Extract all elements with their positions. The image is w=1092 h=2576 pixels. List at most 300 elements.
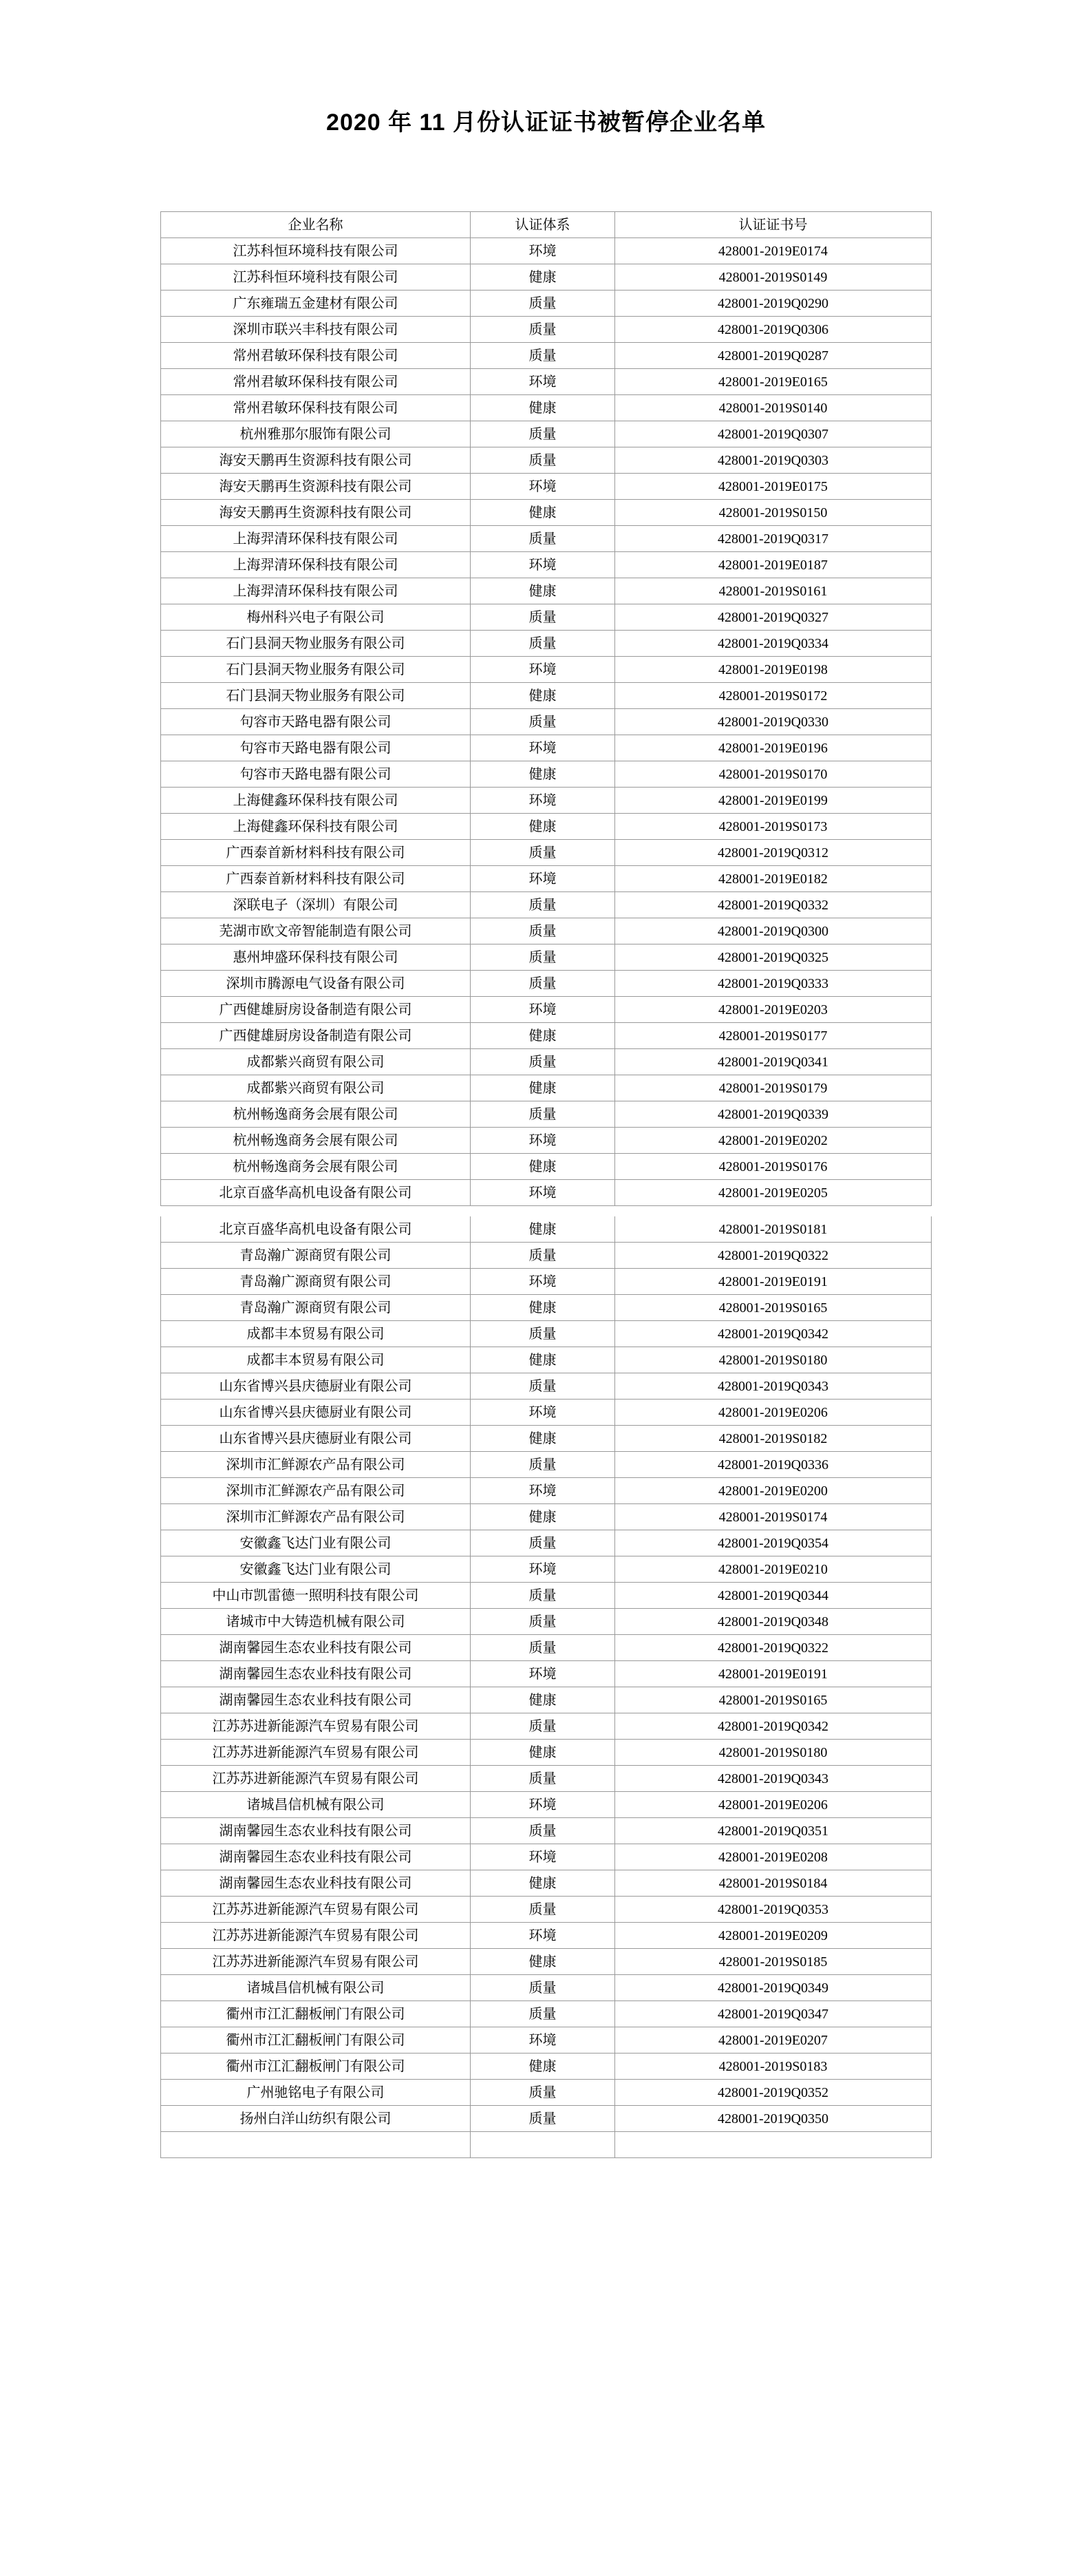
table-row xyxy=(161,1049,932,1075)
cell-certification-system: 质量 xyxy=(471,971,615,997)
cell-certification-system: 健康 xyxy=(471,500,615,526)
cell-certification-system: 质量 xyxy=(471,1975,615,2001)
cell-certificate-number: 428001-2019Q0347 xyxy=(615,2001,932,2027)
cell-company-name: 深圳市腾源电气设备有限公司 xyxy=(161,971,471,997)
cell-certification-system: 健康 xyxy=(471,395,615,421)
cell-certificate-number: 428001-2019S0179 xyxy=(615,1075,932,1101)
cell-certificate-number: 428001-2019S0165 xyxy=(615,1295,932,1321)
cell-certification-system: 环境 xyxy=(471,1556,615,1583)
cell-certification-system: 质量 xyxy=(471,2001,615,2027)
cell-company-name: 杭州畅逸商务会展有限公司 xyxy=(161,1154,471,1180)
cell-certification-system: 质量 xyxy=(471,944,615,971)
cell-company-name: 湖南馨园生态农业科技有限公司 xyxy=(161,1661,471,1687)
table-row xyxy=(161,1609,932,1635)
table-row xyxy=(161,1818,932,1844)
cell-certification-system: 环境 xyxy=(471,657,615,683)
cell-company-name: 扬州白洋山纺织有限公司 xyxy=(161,2106,471,2132)
cell-certificate-number: 428001-2019Q0343 xyxy=(615,1766,932,1792)
cell-certification-system: 质量 xyxy=(471,1583,615,1609)
cell-certification-system: 健康 xyxy=(471,264,615,291)
cell-certificate-number: 428001-2019Q0322 xyxy=(615,1635,932,1661)
cell-certification-system: 环境 xyxy=(471,788,615,814)
cell-certification-system: 质量 xyxy=(471,1635,615,1661)
cell-certificate-number: 428001-2019Q0344 xyxy=(615,1583,932,1609)
cell-certification-system: 质量 xyxy=(471,1713,615,1740)
cell-certificate-number: 428001-2019E0165 xyxy=(615,369,932,395)
table-row xyxy=(161,1766,932,1792)
cell-company-name: 深圳市汇鲜源农产品有限公司 xyxy=(161,1452,471,1478)
cell-company-name: 衢州市江汇翻板闸门有限公司 xyxy=(161,2027,471,2054)
cell-certification-system: 质量 xyxy=(471,317,615,343)
cell-company-name: 广东雍瑞五金建材有限公司 xyxy=(161,291,471,317)
table-row xyxy=(161,1897,932,1923)
cell-certification-system: 健康 xyxy=(471,1347,615,1373)
cell-company-name: 诸城昌信机械有限公司 xyxy=(161,1792,471,1818)
table-row xyxy=(161,1101,932,1128)
cell-company-name: 深联电子（深圳）有限公司 xyxy=(161,892,471,918)
cell-company-name: 青岛瀚广源商贸有限公司 xyxy=(161,1243,471,1269)
cell-certification-system: 环境 xyxy=(471,1180,615,1206)
cell-certification-system: 环境 xyxy=(471,474,615,500)
cell-certificate-number: 428001-2019E0198 xyxy=(615,657,932,683)
cell-certification-system: 健康 xyxy=(471,1295,615,1321)
table-row xyxy=(161,1128,932,1154)
cell-certification-system: 环境 xyxy=(471,866,615,892)
cell-company-name: 海安天鹏再生资源科技有限公司 xyxy=(161,474,471,500)
cell-company-name: 青岛瀚广源商贸有限公司 xyxy=(161,1295,471,1321)
cell-certification-system: 健康 xyxy=(471,1504,615,1530)
table-row xyxy=(161,2027,932,2054)
cell-company-name: 北京百盛华高机电设备有限公司 xyxy=(161,1180,471,1206)
cell-certificate-number: 428001-2019Q0352 xyxy=(615,2080,932,2106)
table-row xyxy=(161,2054,932,2080)
cell-certificate-number: 428001-2019S0174 xyxy=(615,1504,932,1530)
cell-certificate-number: 428001-2019Q0307 xyxy=(615,421,932,447)
cell-certificate-number: 428001-2019E0203 xyxy=(615,997,932,1023)
cell-certificate-number: 428001-2019Q0327 xyxy=(615,604,932,631)
table-row xyxy=(161,997,932,1023)
cell-company-name: 湖南馨园生态农业科技有限公司 xyxy=(161,1844,471,1870)
table-row xyxy=(161,971,932,997)
column-header-certificate-number: 认证证书号 xyxy=(615,212,932,238)
table-row xyxy=(161,447,932,474)
cell-company-name: 江苏科恒环境科技有限公司 xyxy=(161,264,471,291)
cell-company-name: 广西健雄厨房设备制造有限公司 xyxy=(161,997,471,1023)
cell-certification-system: 质量 xyxy=(471,840,615,866)
table-row xyxy=(161,1023,932,1049)
cell-certificate-number: 428001-2019E0207 xyxy=(615,2027,932,2054)
cell-certificate-number: 428001-2019E0206 xyxy=(615,1400,932,1426)
cell-certification-system: 环境 xyxy=(471,1661,615,1687)
table-row xyxy=(161,1504,932,1530)
table-row xyxy=(161,421,932,447)
table-row xyxy=(161,474,932,500)
cell-certification-system: 质量 xyxy=(471,1818,615,1844)
cell-company-name: 上海羿清环保科技有限公司 xyxy=(161,578,471,604)
page-title: 2020 年 11 月份认证证书被暂停企业名单 xyxy=(326,109,766,136)
cell-certificate-number: 428001-2019S0149 xyxy=(615,264,932,291)
cell-company-name: 上海羿清环保科技有限公司 xyxy=(161,552,471,578)
cell-certificate-number: 428001-2019Q0312 xyxy=(615,840,932,866)
cell-certification-system: 健康 xyxy=(471,1023,615,1049)
cell-company-name: 江苏苏进新能源汽车贸易有限公司 xyxy=(161,1949,471,1975)
cell-company-name: 衢州市江汇翻板闸门有限公司 xyxy=(161,2001,471,2027)
cell-certificate-number: 428001-2019E0174 xyxy=(615,238,932,264)
cell-certificate-number: 428001-2019S0170 xyxy=(615,761,932,788)
cell-certificate-number: 428001-2019S0180 xyxy=(615,1347,932,1373)
table-row xyxy=(161,1243,932,1269)
cell-certificate-number: 428001-2019S0165 xyxy=(615,1687,932,1713)
cell-certificate-number: 428001-2019Q0306 xyxy=(615,317,932,343)
cell-company-name: 山东省博兴县庆德厨业有限公司 xyxy=(161,1400,471,1426)
cell-company-name: 广州驰铭电子有限公司 xyxy=(161,2080,471,2106)
spacer-cell xyxy=(615,1206,932,1216)
table-row xyxy=(161,1740,932,1766)
cell-certification-system: 质量 xyxy=(471,2080,615,2106)
cell-company-name: 芜湖市欧文帝智能制造有限公司 xyxy=(161,918,471,944)
cell-certificate-number: 428001-2019E0175 xyxy=(615,474,932,500)
cell-company-name: 上海健鑫环保科技有限公司 xyxy=(161,788,471,814)
cell-certification-system: 健康 xyxy=(471,578,615,604)
table-row xyxy=(161,631,932,657)
cell-company-name: 常州君敏环保科技有限公司 xyxy=(161,395,471,421)
cell-certificate-number: 428001-2019S0172 xyxy=(615,683,932,709)
cell-company-name: 石门县洞天物业服务有限公司 xyxy=(161,631,471,657)
cell-company-name: 惠州坤盛环保科技有限公司 xyxy=(161,944,471,971)
cell-certificate-number: 428001-2019E0191 xyxy=(615,1661,932,1687)
cell-certificate-number: 428001-2019E0191 xyxy=(615,1269,932,1295)
cell-company-name: 上海羿清环保科技有限公司 xyxy=(161,526,471,552)
cell-company-name: 句容市天路电器有限公司 xyxy=(161,761,471,788)
cell-company-name: 常州君敏环保科技有限公司 xyxy=(161,369,471,395)
table-row xyxy=(161,238,932,264)
cell-company-name: 青岛瀚广源商贸有限公司 xyxy=(161,1269,471,1295)
cell-company-name: 江苏苏进新能源汽车贸易有限公司 xyxy=(161,1897,471,1923)
cell-certification-system: 质量 xyxy=(471,918,615,944)
cell-company-name: 安徽鑫飞达门业有限公司 xyxy=(161,1530,471,1556)
cell-certification-system: 健康 xyxy=(471,1426,615,1452)
cell-certificate-number: 428001-2019E0196 xyxy=(615,735,932,761)
cell-company-name: 深圳市汇鲜源农产品有限公司 xyxy=(161,1478,471,1504)
cell-certification-system: 健康 xyxy=(471,683,615,709)
cell-certificate-number: 428001-2019E0200 xyxy=(615,1478,932,1504)
table-row xyxy=(161,604,932,631)
cell-certificate-number: 428001-2019S0185 xyxy=(615,1949,932,1975)
table-row xyxy=(161,1844,932,1870)
cell-certificate-number: 428001-2019S0176 xyxy=(615,1154,932,1180)
table-row xyxy=(161,317,932,343)
cell-certification-system: 环境 xyxy=(471,369,615,395)
cell-certificate-number: 428001-2019E0199 xyxy=(615,788,932,814)
cell-company-name: 湖南馨园生态农业科技有限公司 xyxy=(161,1870,471,1897)
table-row xyxy=(161,1975,932,2001)
cell-certificate-number: 428001-2019Q0336 xyxy=(615,1452,932,1478)
cell-certification-system: 环境 xyxy=(471,238,615,264)
table-row xyxy=(161,1949,932,1975)
cell-company-name: 江苏苏进新能源汽车贸易有限公司 xyxy=(161,1740,471,1766)
cell-certificate-number: 428001-2019Q0351 xyxy=(615,1818,932,1844)
spacer-cell xyxy=(161,1206,471,1216)
cell-certificate-number: 428001-2019Q0300 xyxy=(615,918,932,944)
cell-company-name: 广西健雄厨房设备制造有限公司 xyxy=(161,1023,471,1049)
cell-company-name: 句容市天路电器有限公司 xyxy=(161,709,471,735)
table-row xyxy=(161,892,932,918)
cell-certification-system: 环境 xyxy=(471,735,615,761)
cell-company-name: 海安天鹏再生资源科技有限公司 xyxy=(161,447,471,474)
cell-certificate-number: 428001-2019S0150 xyxy=(615,500,932,526)
table-row xyxy=(161,709,932,735)
cell-company-name: 湖南馨园生态农业科技有限公司 xyxy=(161,1687,471,1713)
table-row xyxy=(161,735,932,761)
cell-company-name: 江苏苏进新能源汽车贸易有限公司 xyxy=(161,1766,471,1792)
cell-certificate-number: 428001-2019S0182 xyxy=(615,1426,932,1452)
cell-certification-system: 环境 xyxy=(471,1478,615,1504)
cell-certification-system: 环境 xyxy=(471,1923,615,1949)
table-row xyxy=(161,866,932,892)
cell-certificate-number: 428001-2019S0140 xyxy=(615,395,932,421)
cell-certificate-number: 428001-2019Q0342 xyxy=(615,1321,932,1347)
cell-certification-system: 环境 xyxy=(471,2027,615,2054)
cell-certificate-number: 428001-2019Q0342 xyxy=(615,1713,932,1740)
table-row xyxy=(161,788,932,814)
cell-certificate-number: 428001-2019E0208 xyxy=(615,1844,932,1870)
cell-company-name: 常州君敏环保科技有限公司 xyxy=(161,343,471,369)
cell-certification-system: 质量 xyxy=(471,421,615,447)
table-row xyxy=(161,1583,932,1609)
table-row xyxy=(161,2132,932,2158)
table-row xyxy=(161,1295,932,1321)
cell-certification-system: 健康 xyxy=(471,1154,615,1180)
cell-certification-system: 健康 xyxy=(471,1870,615,1897)
cell-company-name: 成都紫兴商贸有限公司 xyxy=(161,1049,471,1075)
cell-certification-system: 质量 xyxy=(471,1766,615,1792)
table-row xyxy=(161,1792,932,1818)
cell-certificate-number: 428001-2019Q0348 xyxy=(615,1609,932,1635)
cell-certificate-number: 428001-2019Q0317 xyxy=(615,526,932,552)
cell-certificate-number: 428001-2019S0173 xyxy=(615,814,932,840)
cell-company-name xyxy=(161,2132,471,2158)
cell-certification-system: 质量 xyxy=(471,343,615,369)
cell-company-name: 杭州雅那尔服饰有限公司 xyxy=(161,421,471,447)
cell-certification-system: 环境 xyxy=(471,1400,615,1426)
table-row xyxy=(161,500,932,526)
table-row xyxy=(161,2106,932,2132)
cell-company-name: 中山市凯雷德一照明科技有限公司 xyxy=(161,1583,471,1609)
cell-certificate-number: 428001-2019E0209 xyxy=(615,1923,932,1949)
cell-certification-system: 健康 xyxy=(471,1687,615,1713)
cell-certificate-number: 428001-2019S0180 xyxy=(615,1740,932,1766)
cell-company-name: 衢州市江汇翻板闸门有限公司 xyxy=(161,2054,471,2080)
cell-company-name: 广西泰首新材料科技有限公司 xyxy=(161,840,471,866)
cell-certification-system: 质量 xyxy=(471,1243,615,1269)
cell-certification-system: 质量 xyxy=(471,2106,615,2132)
cell-certificate-number: 428001-2019E0187 xyxy=(615,552,932,578)
table-row xyxy=(161,1154,932,1180)
table-row xyxy=(161,1075,932,1101)
cell-company-name: 深圳市联兴丰科技有限公司 xyxy=(161,317,471,343)
table-row xyxy=(161,1400,932,1426)
cell-company-name: 湖南馨园生态农业科技有限公司 xyxy=(161,1635,471,1661)
table-header-row xyxy=(161,212,932,238)
table-row xyxy=(161,1452,932,1478)
cell-company-name: 湖南馨园生态农业科技有限公司 xyxy=(161,1818,471,1844)
table-row xyxy=(161,918,932,944)
cell-company-name: 江苏苏进新能源汽车贸易有限公司 xyxy=(161,1713,471,1740)
cell-certificate-number: 428001-2019E0202 xyxy=(615,1128,932,1154)
cell-certificate-number: 428001-2019S0181 xyxy=(615,1216,932,1243)
table-row xyxy=(161,1661,932,1687)
cell-company-name: 杭州畅逸商务会展有限公司 xyxy=(161,1101,471,1128)
cell-company-name: 石门县洞天物业服务有限公司 xyxy=(161,657,471,683)
table-row xyxy=(161,1713,932,1740)
cell-company-name: 成都丰本贸易有限公司 xyxy=(161,1321,471,1347)
cell-certificate-number: 428001-2019Q0339 xyxy=(615,1101,932,1128)
cell-company-name: 海安天鹏再生资源科技有限公司 xyxy=(161,500,471,526)
table-row xyxy=(161,1216,932,1243)
table-row xyxy=(161,2080,932,2106)
cell-company-name: 江苏科恒环境科技有限公司 xyxy=(161,238,471,264)
column-header-certification-system: 认证体系 xyxy=(471,212,615,238)
cell-company-name: 上海健鑫环保科技有限公司 xyxy=(161,814,471,840)
table-row xyxy=(161,1347,932,1373)
cell-certificate-number: 428001-2019Q0322 xyxy=(615,1243,932,1269)
cell-certification-system: 质量 xyxy=(471,447,615,474)
cell-certificate-number xyxy=(615,2132,932,2158)
cell-company-name: 石门县洞天物业服务有限公司 xyxy=(161,683,471,709)
table-row xyxy=(161,1478,932,1504)
table-row xyxy=(161,814,932,840)
cell-company-name: 成都丰本贸易有限公司 xyxy=(161,1347,471,1373)
spacer-cell xyxy=(471,1206,615,1216)
cell-certification-system: 健康 xyxy=(471,761,615,788)
cell-certification-system: 质量 xyxy=(471,291,615,317)
cell-certification-system: 质量 xyxy=(471,1897,615,1923)
cell-certification-system: 健康 xyxy=(471,814,615,840)
cell-company-name: 江苏苏进新能源汽车贸易有限公司 xyxy=(161,1923,471,1949)
cell-certificate-number: 428001-2019Q0350 xyxy=(615,2106,932,2132)
table-body xyxy=(161,238,932,2158)
table-row xyxy=(161,761,932,788)
cell-certificate-number: 428001-2019Q0343 xyxy=(615,1373,932,1400)
cell-certificate-number: 428001-2019E0206 xyxy=(615,1792,932,1818)
cell-certificate-number: 428001-2019Q0325 xyxy=(615,944,932,971)
table-row xyxy=(161,552,932,578)
cell-company-name: 山东省博兴县庆德厨业有限公司 xyxy=(161,1373,471,1400)
table-row xyxy=(161,1635,932,1661)
table-row xyxy=(161,526,932,552)
table-row xyxy=(161,291,932,317)
cell-company-name: 安徽鑫飞达门业有限公司 xyxy=(161,1556,471,1583)
cell-company-name: 广西泰首新材料科技有限公司 xyxy=(161,866,471,892)
cell-certificate-number: 428001-2019E0205 xyxy=(615,1180,932,1206)
table-row xyxy=(161,1269,932,1295)
table-row xyxy=(161,1426,932,1452)
cell-certification-system: 健康 xyxy=(471,1075,615,1101)
cell-company-name: 梅州科兴电子有限公司 xyxy=(161,604,471,631)
table-row xyxy=(161,1373,932,1400)
table-row xyxy=(161,657,932,683)
cell-certificate-number: 428001-2019E0182 xyxy=(615,866,932,892)
cell-certificate-number: 428001-2019Q0353 xyxy=(615,1897,932,1923)
cell-certificate-number: 428001-2019Q0341 xyxy=(615,1049,932,1075)
cell-certificate-number: 428001-2019S0161 xyxy=(615,578,932,604)
cell-certification-system: 质量 xyxy=(471,709,615,735)
cell-company-name: 成都紫兴商贸有限公司 xyxy=(161,1075,471,1101)
cell-company-name: 句容市天路电器有限公司 xyxy=(161,735,471,761)
cell-certificate-number: 428001-2019S0177 xyxy=(615,1023,932,1049)
cell-certification-system: 健康 xyxy=(471,1740,615,1766)
table-header xyxy=(161,212,932,238)
cell-certification-system: 质量 xyxy=(471,1373,615,1400)
suspended-certificates-table xyxy=(160,211,932,2158)
cell-certificate-number: 428001-2019Q0333 xyxy=(615,971,932,997)
cell-certification-system xyxy=(471,2132,615,2158)
cell-certification-system: 健康 xyxy=(471,1216,615,1243)
cell-certification-system: 质量 xyxy=(471,1321,615,1347)
cell-certification-system: 质量 xyxy=(471,631,615,657)
table-row xyxy=(161,1180,932,1206)
cell-certification-system: 质量 xyxy=(471,526,615,552)
cell-certificate-number: 428001-2019Q0332 xyxy=(615,892,932,918)
cell-certification-system: 质量 xyxy=(471,1049,615,1075)
table-row xyxy=(161,1530,932,1556)
table-row xyxy=(161,1556,932,1583)
cell-certificate-number: 428001-2019Q0334 xyxy=(615,631,932,657)
cell-certificate-number: 428001-2019S0184 xyxy=(615,1870,932,1897)
cell-certificate-number: 428001-2019Q0287 xyxy=(615,343,932,369)
cell-certification-system: 环境 xyxy=(471,1792,615,1818)
table-row xyxy=(161,343,932,369)
cell-certification-system: 环境 xyxy=(471,1128,615,1154)
table-row xyxy=(161,840,932,866)
cell-certification-system: 环境 xyxy=(471,552,615,578)
cell-certification-system: 环境 xyxy=(471,1269,615,1295)
cell-certification-system: 质量 xyxy=(471,1609,615,1635)
table-row xyxy=(161,1870,932,1897)
cell-certification-system: 质量 xyxy=(471,1452,615,1478)
cell-company-name: 深圳市汇鲜源农产品有限公司 xyxy=(161,1504,471,1530)
table-page-break-spacer xyxy=(161,1206,932,1216)
cell-company-name: 北京百盛华高机电设备有限公司 xyxy=(161,1216,471,1243)
cell-certificate-number: 428001-2019Q0354 xyxy=(615,1530,932,1556)
cell-certification-system: 环境 xyxy=(471,1844,615,1870)
table-row xyxy=(161,264,932,291)
cell-certificate-number: 428001-2019Q0303 xyxy=(615,447,932,474)
cell-company-name: 诸城昌信机械有限公司 xyxy=(161,1975,471,2001)
column-header-company-name: 企业名称 xyxy=(161,212,471,238)
cell-certification-system: 质量 xyxy=(471,1530,615,1556)
cell-certification-system: 环境 xyxy=(471,997,615,1023)
table-row xyxy=(161,578,932,604)
cell-certification-system: 质量 xyxy=(471,892,615,918)
table-row xyxy=(161,944,932,971)
table-row xyxy=(161,683,932,709)
cell-certificate-number: 428001-2019Q0290 xyxy=(615,291,932,317)
table-row xyxy=(161,369,932,395)
table-row xyxy=(161,395,932,421)
table-row xyxy=(161,1321,932,1347)
table-row xyxy=(161,1923,932,1949)
cell-certificate-number: 428001-2019S0183 xyxy=(615,2054,932,2080)
cell-certification-system: 健康 xyxy=(471,2054,615,2080)
table-row xyxy=(161,1687,932,1713)
cell-certificate-number: 428001-2019E0210 xyxy=(615,1556,932,1583)
cell-certification-system: 健康 xyxy=(471,1949,615,1975)
certificate-table-container xyxy=(0,211,1092,2158)
cell-certification-system: 质量 xyxy=(471,604,615,631)
cell-company-name: 杭州畅逸商务会展有限公司 xyxy=(161,1128,471,1154)
cell-certification-system: 质量 xyxy=(471,1101,615,1128)
